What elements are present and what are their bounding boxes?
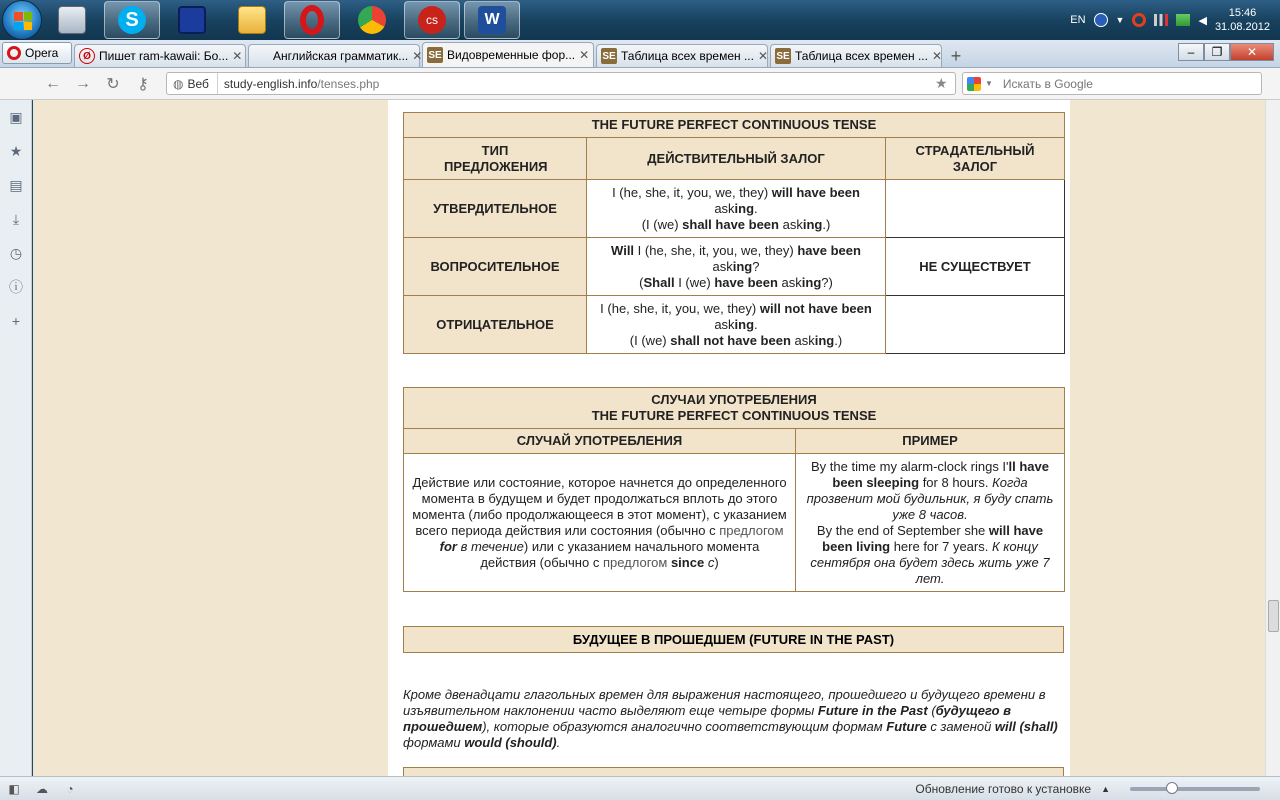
text: . [754,200,758,216]
text: ask [712,258,733,274]
page-content [388,100,1070,776]
text-bold: since [670,554,705,570]
text: ? [752,258,760,274]
tab-2[interactable] [248,44,423,67]
address-field[interactable] [166,72,956,95]
usage-example-cell [796,454,1065,592]
status-text: Обновление готово к установке [915,781,1092,796]
text: .) [834,332,843,348]
taskbar-chrome[interactable] [344,1,400,39]
table-row [404,180,1065,238]
usage-title-line2: THE FUTURE PERFECT CONTINUOUS TENSE [591,408,877,423]
text-bold: for [439,538,457,554]
taskbar-skype[interactable] [104,1,160,39]
clock-date: 31.08.2012 [1214,21,1270,33]
active-negative-cell [587,296,886,354]
windows-flag-icon [14,12,32,30]
text: с заменой [926,719,995,734]
taskbar-opera[interactable] [284,1,340,39]
page-viewport [33,100,1265,776]
text-italic: с [704,554,715,570]
text: I (we) [674,274,715,290]
text: .) [822,216,831,232]
minimize-button[interactable]: – [1178,43,1204,61]
url-path: /tenses.php [317,76,380,91]
web-label: Веб [187,76,209,91]
text-bold: shall have been [682,216,779,232]
table-row [404,238,1065,296]
text: ( [927,703,936,718]
text-bold: Shall [643,274,675,290]
text-bold: ing [801,274,822,290]
chrome-icon [358,6,386,34]
text-italic: Когда прозвенит мой будильник, я буду спать уже 8 часов. [806,474,1054,522]
text: I (he, she, it, you, we, they) [600,300,760,316]
text: I (he, she, it, you, we, they) [634,242,798,258]
text-bold: ing [734,200,755,216]
taskbar-lastfm[interactable] [404,1,460,39]
section-heading: БУДУЩЕЕ В ПРОШЕДШЕМ (FUTURE IN THE PAST) [403,626,1064,653]
tab-title: Таблица всех времен ... [621,49,754,63]
calculator-icon [58,6,86,34]
tray-app-icon[interactable] [1132,13,1146,27]
tense-forms-table [403,112,1065,354]
usage-description-cell [404,454,796,592]
active-interrogative-cell [587,238,886,296]
history-icon[interactable]: ◷ [9,244,23,261]
text-bold: would (should) [464,735,557,750]
preposition-link[interactable]: предлогом [602,554,668,570]
tab-title: Английская грамматик... [273,49,409,63]
text: Действие или состояние, которое начнется до определенного момента в будущем и будет продолжаться вплоть до этого момента (либо продолжающееся в этот момент), с указанием всего периода действия или состояния (обычно с [412,474,787,538]
text: Кроме двенадцати глагольных времен для выражения настоящего, прошедшего и будущего времени в изъявительном наклонении часто выделяют еще четыре формы [403,687,1046,718]
passive-affirmative-cell [886,180,1065,238]
text: ) [714,554,719,570]
tab-close-icon[interactable]: ✕ [579,48,590,62]
text: ( [639,274,644,290]
row-type-negative: ОТРИЦАТЕЛЬНОЕ [404,296,587,354]
turbo-icon[interactable]: ◔ [66,781,74,796]
tab-bar [0,40,1280,68]
panel-toggle-icon[interactable]: ◧ [8,781,20,796]
url-domain: study-english.info [223,76,318,91]
text-bold: will have been [771,184,860,200]
opera-menu-button[interactable] [2,42,72,64]
tab-1[interactable] [74,44,246,67]
opera-menu-label: Opera [25,46,59,60]
zoom-slider-knob[interactable] [1166,782,1178,794]
text: (I (we) [641,216,683,232]
tab-title: Пишет ram-kawaii: Бо... [99,49,229,63]
signal-icon[interactable] [1154,14,1168,26]
text-bold: ing [734,316,755,332]
text: ) или с указанием начального момента действия (обычно с [480,538,760,570]
tab-close-icon[interactable]: ✕ [412,49,423,63]
info-icon[interactable]: ⓘ [9,279,23,295]
text: ?) [821,274,833,290]
text: . [754,316,758,332]
search-engine-dropdown-icon[interactable]: ▼ [985,79,993,88]
passive-interrogative-cell: НЕ СУЩЕСТВУЕТ [886,238,1065,296]
text-bold: Will [611,242,635,258]
text-bold: will not have been [759,300,872,316]
tab-title: Таблица всех времен ... [795,49,928,63]
text-bold: ing [802,216,823,232]
word-icon: W [478,6,506,34]
web-badge[interactable] [167,73,218,94]
active-affirmative-cell [587,180,886,238]
address-toolbar [0,68,1280,100]
preposition-link[interactable]: предлогом [719,522,784,538]
taskbar-save[interactable] [164,1,220,39]
tab-3[interactable] [422,42,594,67]
text-bold: will have been living [822,522,1044,554]
table-row [404,296,1065,354]
text-bold: ing [732,258,753,274]
tab-close-icon[interactable]: ✕ [757,49,769,63]
tab-4[interactable] [596,44,768,67]
window-controls [1178,43,1274,61]
downloads-icon[interactable]: ⤓ [12,210,20,227]
text: ask [777,274,802,290]
col-header-type: ТИП ПРЕДЛОЖЕНИЯ [404,138,587,180]
floppy-disk-icon [178,6,206,34]
scrollbar-thumb[interactable] [1268,600,1279,632]
tab-favicon-icon [253,48,269,64]
passive-negative-cell [886,296,1065,354]
status-expand-icon[interactable]: ▲ [1101,783,1110,794]
vertical-scrollbar[interactable] [1265,100,1280,776]
help-icon[interactable] [1094,13,1108,27]
zoom-slider[interactable] [1130,787,1260,791]
text-italic: К концу сентября она будет здесь жить уже 7 лет. [810,538,1050,586]
key-icon[interactable]: ⚷ [137,75,149,93]
text-italic: в течение [456,538,524,554]
text: ask [778,216,803,232]
system-tray [1070,6,1280,34]
taskbar-word[interactable] [464,1,520,39]
volume-icon[interactable]: ◀ [1198,14,1207,27]
text: for 8 hours. [919,474,993,490]
text: I (he, she, it, you, we, they) [612,184,772,200]
text: ask [714,200,735,216]
row-type-interrogative: ВОПРОСИТЕЛЬНОЕ [404,238,587,296]
text: ask [714,316,735,332]
text: . [556,735,561,750]
tray-expand-icon[interactable]: ▼ [1115,15,1125,25]
text: By the time my alarm-clock rings I' [811,458,1009,474]
text-bold: Future in the Past [817,703,928,718]
text: By the end of September she [816,522,989,538]
lastfm-icon: cs [418,6,446,34]
start-button[interactable] [2,0,42,40]
text: формами [403,735,465,750]
back-button[interactable]: ← [45,74,61,92]
table-row [404,454,1065,592]
text-bold: will (shall) [994,719,1058,734]
folder-icon [238,6,266,34]
text-bold: ll have been sleeping [832,458,1049,490]
col-header-passive: СТРАДАТЕЛЬНЫЙ ЗАЛОГ [886,138,1065,180]
tab-favicon-icon: SE [601,48,617,64]
network-icon[interactable] [1176,14,1190,26]
status-bar [0,776,1280,800]
search-placeholder: Искать в Google [1002,76,1093,91]
notes-icon[interactable]: ▤ [9,176,23,193]
text: here for 7 years. [890,538,992,554]
url-text[interactable] [218,77,935,91]
text: (I (we) [629,332,671,348]
tab-favicon-icon: SE [775,48,791,64]
text-bold: have been [714,274,778,290]
usage-title-line1: СЛУЧАИ УПОТРЕБЛЕНИЯ [651,392,817,407]
reload-button[interactable]: ↻ [106,75,120,93]
google-icon[interactable] [967,77,981,91]
bookmark-star-icon[interactable]: ★ [935,75,948,91]
speed-dial-icon[interactable]: ▣ [9,108,23,125]
text: ), которые образуются аналогично соответствующим формам [482,719,887,734]
text: ask [790,332,815,348]
clock-time: 15:46 [1228,7,1257,19]
text-bold: shall not have been [670,332,791,348]
skype-icon: S [118,6,146,34]
tab-close-icon[interactable]: ✕ [931,49,943,63]
search-field[interactable] [962,72,1262,95]
maximize-button[interactable]: ❐ [1204,43,1230,61]
new-tab-button[interactable]: + [950,45,962,66]
text-bold: будущего в прошедшем [403,703,1011,734]
globe-icon: ◍ [173,76,184,91]
text-bold: ing [814,332,835,348]
taskbar-explorer[interactable] [224,1,280,39]
opera-unite-icon[interactable]: ☁ [36,781,48,796]
table-title: THE FUTURE PERFECT CONTINUOUS TENSE [404,113,1065,138]
forward-button[interactable]: → [75,74,91,92]
text-bold: Future [886,719,927,734]
language-indicator[interactable]: EN [1070,14,1086,26]
row-type-affirmative: УТВЕРДИТЕЛЬНОЕ [404,180,587,238]
tab-title: Видовременные фор... [447,48,576,62]
side-panel [0,100,32,776]
tab-close-icon[interactable]: ✕ [232,49,243,63]
windows-taskbar [0,0,1280,40]
col-header-active: ДЕЙСТВИТЕЛЬНЫЙ ЗАЛОГ [587,138,886,180]
tab-favicon-icon: Ø [79,48,95,64]
close-window-button[interactable]: ✕ [1230,43,1274,61]
opera-logo-icon [7,46,21,60]
taskbar-calculator[interactable] [44,1,100,39]
intro-paragraph [403,687,1064,751]
tab-favicon-icon: SE [427,47,443,63]
bookmarks-icon[interactable]: ★ [9,142,23,159]
add-panel-icon[interactable]: + [11,313,21,329]
usage-table [403,387,1065,592]
clock[interactable] [1215,6,1270,34]
text-bold: have been [797,242,861,258]
col-header-example: ПРИМЕР [796,429,1065,454]
col-header-usage: СЛУЧАЙ УПОТРЕБЛЕНИЯ [404,429,796,454]
tab-5[interactable] [770,44,942,67]
usage-table-title [404,388,1065,429]
opera-icon [300,5,324,35]
